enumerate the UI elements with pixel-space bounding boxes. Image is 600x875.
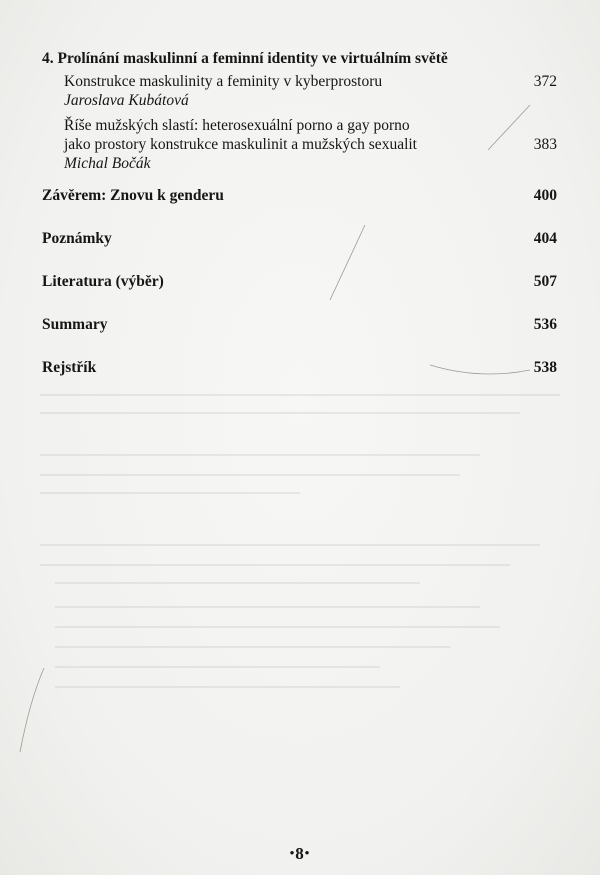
- toc-entry: [42, 116, 557, 173]
- folio-number: 8: [295, 844, 305, 863]
- toc-section-literatura: [42, 272, 557, 291]
- toc-section-zaverem: [42, 186, 557, 205]
- entry-title: Říše mužských slastí: heterosexuální porno a gay porno: [64, 117, 410, 134]
- entry-page-number: 383: [533, 136, 557, 153]
- entry-author: Jaroslava Kubátová: [64, 92, 189, 109]
- section-page-number: 538: [533, 359, 557, 376]
- folio-ornament-left: •: [289, 845, 296, 860]
- folio-ornament-right: •: [304, 845, 311, 860]
- entry-author: Michal Bočák: [64, 155, 151, 172]
- entry-title-continued: jako prostory konstrukce maskulinit a mužských sexualit: [64, 136, 417, 153]
- table-of-contents: [42, 49, 557, 377]
- toc-entry: [42, 72, 557, 110]
- toc-section-poznamky: [42, 229, 557, 248]
- section-page-number: 507: [533, 273, 557, 290]
- section-title: Literatura (výběr): [42, 273, 164, 290]
- section-title: Summary: [42, 316, 108, 333]
- section-title: Rejstřík: [42, 359, 97, 376]
- section-title: Poznámky: [42, 230, 112, 247]
- entry-page-number: 372: [533, 73, 557, 90]
- entry-title: Konstrukce maskulinity a feminity v kyberprostoru: [64, 73, 383, 90]
- section-page-number: 536: [533, 316, 557, 333]
- chapter-heading: 4. Prolínání maskulinní a feminní identity ve virtuálním světě: [42, 50, 448, 67]
- toc-section-summary: [42, 315, 557, 334]
- section-title: Závěrem: Znovu k genderu: [42, 187, 224, 204]
- toc-section-rejstrik: [42, 358, 557, 377]
- page-number-footer: [0, 843, 600, 864]
- section-page-number: 400: [533, 187, 557, 204]
- section-page-number: 404: [533, 230, 557, 247]
